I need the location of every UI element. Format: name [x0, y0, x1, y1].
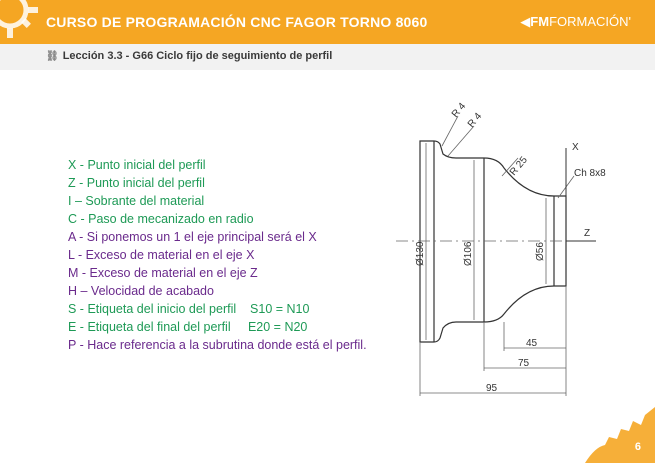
radius-label-3: R 25: [507, 154, 530, 178]
diameter-label-2: Ø106: [463, 241, 474, 266]
part-outline: [420, 141, 566, 342]
param-h: H – Velocidad de acabado: [68, 284, 214, 298]
brand-logo: [520, 14, 631, 30]
length-label-3: 95: [486, 383, 498, 394]
lesson-title-row: [46, 50, 332, 62]
param-e: E - Etiqueta del final del perfil E20 = N20: [68, 320, 308, 334]
chamfer-label: Ch 8x8: [574, 168, 606, 179]
parameter-list: [68, 156, 408, 354]
diameter-label-1: Ø130: [415, 241, 426, 266]
link-icon: ⛓: [46, 51, 59, 62]
lesson-bar: [0, 44, 655, 70]
brand-suffix: FORMACIÓN: [549, 14, 629, 29]
param-i: I – Sobrante del material: [68, 194, 205, 208]
param-p: P - Hace referencia a la subrutina donde está el perfil.: [68, 338, 367, 352]
brand-logo-mark: ◀: [520, 14, 531, 29]
axis-z-label: Z: [584, 228, 591, 239]
radius-label-2: R 4: [465, 110, 485, 130]
param-m: M - Exceso de material en el eje Z: [68, 266, 258, 280]
diameter-label-3: Ø56: [535, 242, 546, 261]
header-bar: [0, 0, 655, 44]
length-label-2: 75: [518, 358, 530, 369]
param-a: A - Si ponemos un 1 el eje principal será el X: [68, 230, 317, 244]
brand-prefix: FM: [530, 14, 550, 29]
page-number: 6: [634, 441, 641, 453]
param-z: Z - Punto inicial del perfil: [68, 176, 205, 190]
gear-icon: [0, 0, 42, 42]
course-title: CURSO DE PROGRAMACIÓN CNC FAGOR TORNO 8060: [46, 14, 428, 30]
brand-mark: ': [628, 14, 631, 29]
param-s: S - Etiqueta del inicio del perfil S10 = N10: [68, 302, 310, 316]
radius-label-1: R 4: [449, 100, 469, 120]
param-l: L - Exceso de material en el eje X: [68, 248, 255, 262]
param-x: X - Punto inicial del perfil: [68, 158, 206, 172]
lathe-part-drawing: [386, 96, 651, 402]
param-c: C - Paso de mecanizado en radio: [68, 212, 254, 226]
length-label-1: 45: [526, 338, 538, 349]
corner-decoration: [585, 407, 655, 463]
lesson-title: Lección 3.3 - G66 Ciclo fijo de seguimiento de perfil: [62, 50, 333, 62]
axis-x-label: X: [572, 142, 579, 153]
